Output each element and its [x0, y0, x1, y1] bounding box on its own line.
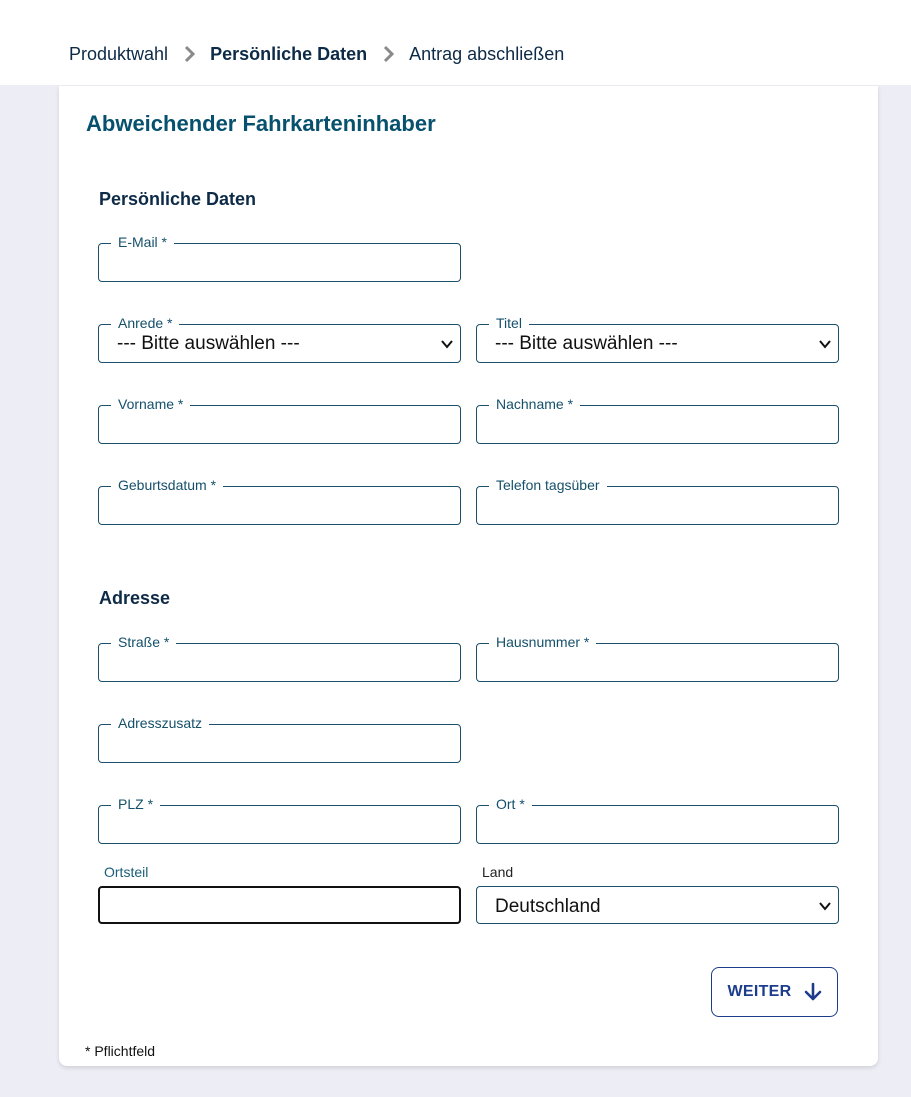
chevron-down-icon: [818, 899, 832, 913]
chevron-right-icon: [377, 44, 401, 64]
breadcrumb: [69, 42, 564, 66]
geburtsdatum-label: Geburtsdatum *: [111, 477, 223, 493]
email-label: E-Mail *: [111, 234, 174, 250]
nachname-label: Nachname *: [489, 396, 580, 412]
titel-select[interactable]: [476, 315, 839, 363]
land-label: Land: [482, 864, 514, 880]
strasse-label: Straße *: [111, 634, 176, 650]
ort-label: Ort *: [489, 796, 532, 812]
hausnummer-field[interactable]: [476, 634, 839, 682]
breadcrumb-step-product[interactable]: Produktwahl: [69, 43, 169, 64]
chevron-down-icon: [818, 337, 832, 351]
strasse-field[interactable]: [98, 634, 461, 682]
anrede-label: Anrede *: [111, 315, 179, 331]
ortsteil-input[interactable]: [98, 886, 461, 924]
plz-label: PLZ *: [111, 796, 160, 812]
titel-label: Titel: [489, 315, 529, 331]
hausnummer-label: Hausnummer *: [489, 634, 596, 650]
page-title: Abweichender Fahrkarteninhaber: [86, 111, 436, 136]
telefon-label: Telefon tagsüber: [489, 477, 607, 493]
land-value: Deutschland: [495, 896, 601, 917]
required-field-note: * Pflichtfeld: [85, 1043, 156, 1059]
email-field[interactable]: [98, 234, 461, 282]
top-bar: [0, 0, 911, 85]
adresszusatz-label: Adresszusatz: [111, 715, 209, 731]
anrede-value: --- Bitte auswählen ---: [117, 333, 300, 354]
weiter-label: WEITER: [727, 983, 792, 1000]
vorname-field[interactable]: [98, 396, 461, 444]
titel-value: --- Bitte auswählen ---: [495, 333, 678, 354]
anrede-select[interactable]: [98, 315, 461, 363]
nachname-field[interactable]: [476, 396, 839, 444]
weiter-button[interactable]: [711, 967, 838, 1017]
arrow-down-icon: [804, 982, 822, 1002]
section-title-address: Adresse: [99, 588, 171, 608]
adresszusatz-field[interactable]: [98, 715, 461, 763]
land-select[interactable]: [476, 886, 839, 924]
chevron-down-icon: [440, 337, 454, 351]
geburtsdatum-field[interactable]: [98, 477, 461, 525]
ort-field[interactable]: [476, 796, 839, 844]
vorname-label: Vorname *: [111, 396, 190, 412]
chevron-right-icon: [178, 44, 202, 64]
plz-field[interactable]: [98, 796, 461, 844]
breadcrumb-step-personal: Persönliche Daten: [210, 43, 368, 64]
telefon-field[interactable]: [476, 477, 839, 525]
breadcrumb-step-finish: Antrag abschließen: [409, 43, 565, 64]
form-card: [59, 86, 878, 1066]
ortsteil-label: Ortsteil: [104, 864, 149, 880]
section-title-personal: Persönliche Daten: [99, 189, 257, 209]
